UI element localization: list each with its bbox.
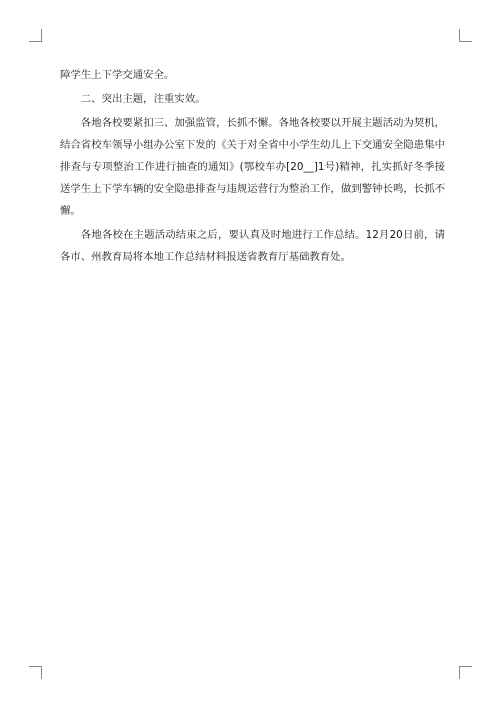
paragraph-continuation: 障学生上下学交通安全。: [60, 69, 175, 81]
crop-mark-bottom-left: [29, 666, 42, 679]
document-body: [60, 64, 445, 270]
paragraph-supervision: 各地各校要紧扣三、加强监管，长抓不懈。各地各校要以开展主题活动为契机，结合省校车领导小组办公室下发的《关于对全省中小学生幼儿上下交通安全隐患集中排查与专项整治工作进行抽查的通知》(鄂校车办[20__]1号)精神，扎实抓好冬季接送学生上下学车辆的安全隐患排查与违规运营行为整治工作，做到警钟长鸣，长抓不懈。: [60, 117, 445, 217]
crop-mark-top-left: [29, 29, 42, 42]
paragraph-summary: 各地各校在主题活动结束之后，要认真及时地进行工作总结。12月20日前，请各市、州教育局将本地工作总结材料报送省教育厅基础教育处。: [60, 229, 445, 263]
crop-mark-bottom-right: [459, 666, 472, 679]
section-heading-2: 二、突出主题，注重实效。: [80, 93, 206, 105]
crop-mark-top-right: [459, 29, 472, 42]
